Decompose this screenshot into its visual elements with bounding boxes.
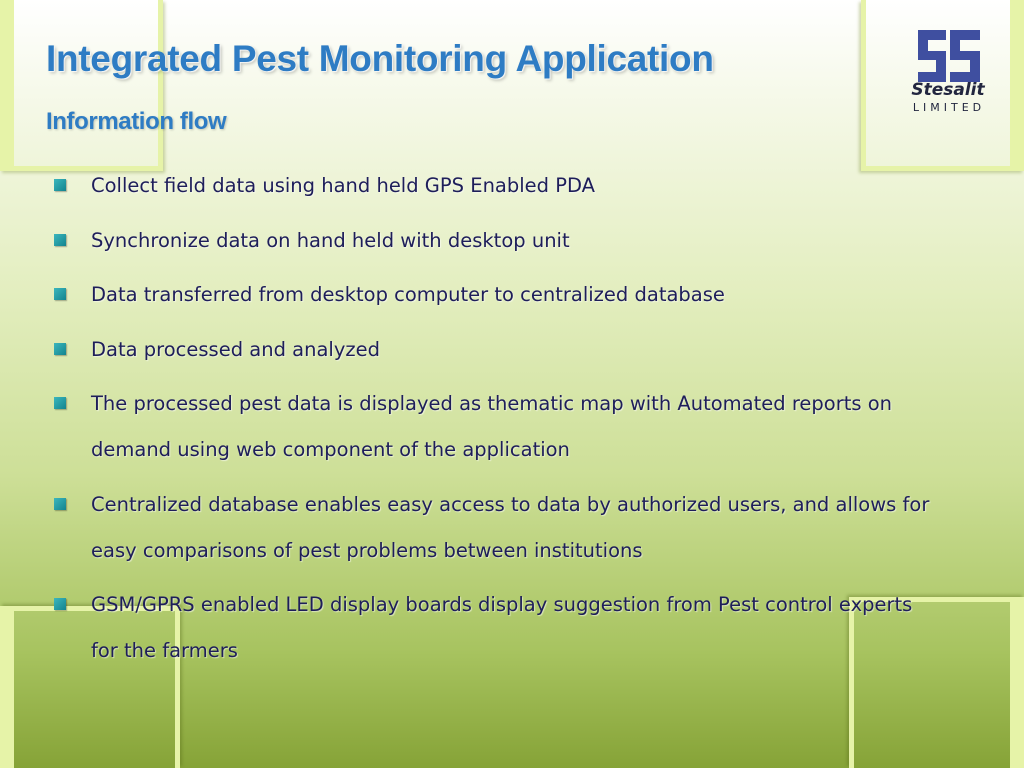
list-item [54,163,944,209]
slide-title: Integrated Pest Monitoring Application [46,38,714,79]
square-bullet-icon [54,288,66,300]
square-bullet-icon [54,397,66,409]
square-bullet-icon [54,234,66,246]
frame-corner-top-left [0,0,163,171]
logo-mark-icon [918,30,980,82]
square-bullet-icon [54,343,66,355]
list-item-text: Centralized database enables easy access to data by authorized users, and allows for easy comparisons of pest problems between institutions [91,492,930,562]
list-item-text: GSM/GPRS enabled LED display boards display suggestion from Pest control experts for the farmers [91,593,913,662]
list-item-text: Data processed and analyzed [91,337,380,361]
list-item [54,482,944,574]
square-bullet-icon [54,598,66,610]
square-bullet-icon [54,179,66,191]
bullet-list [54,163,944,683]
logo-subtext: LIMITED [912,101,986,114]
list-item [54,327,944,373]
list-item [54,381,944,473]
list-item-text: Collect field data using hand held GPS Enabled PDA [91,174,596,197]
list-item-text: Synchronize data on hand held with desktop unit [91,228,570,252]
square-bullet-icon [54,498,66,510]
list-item [54,272,944,318]
list-item-text: Data transferred from desktop computer to centralized database [91,283,725,306]
list-item-text: The processed pest data is displayed as thematic map with Automated reports on demand using web component of the application [91,392,893,461]
slide-subtitle: Information flow [46,108,227,135]
list-item [54,218,944,264]
list-item [54,582,944,674]
company-logo [896,30,998,120]
logo-name: Stesalit [911,80,985,100]
